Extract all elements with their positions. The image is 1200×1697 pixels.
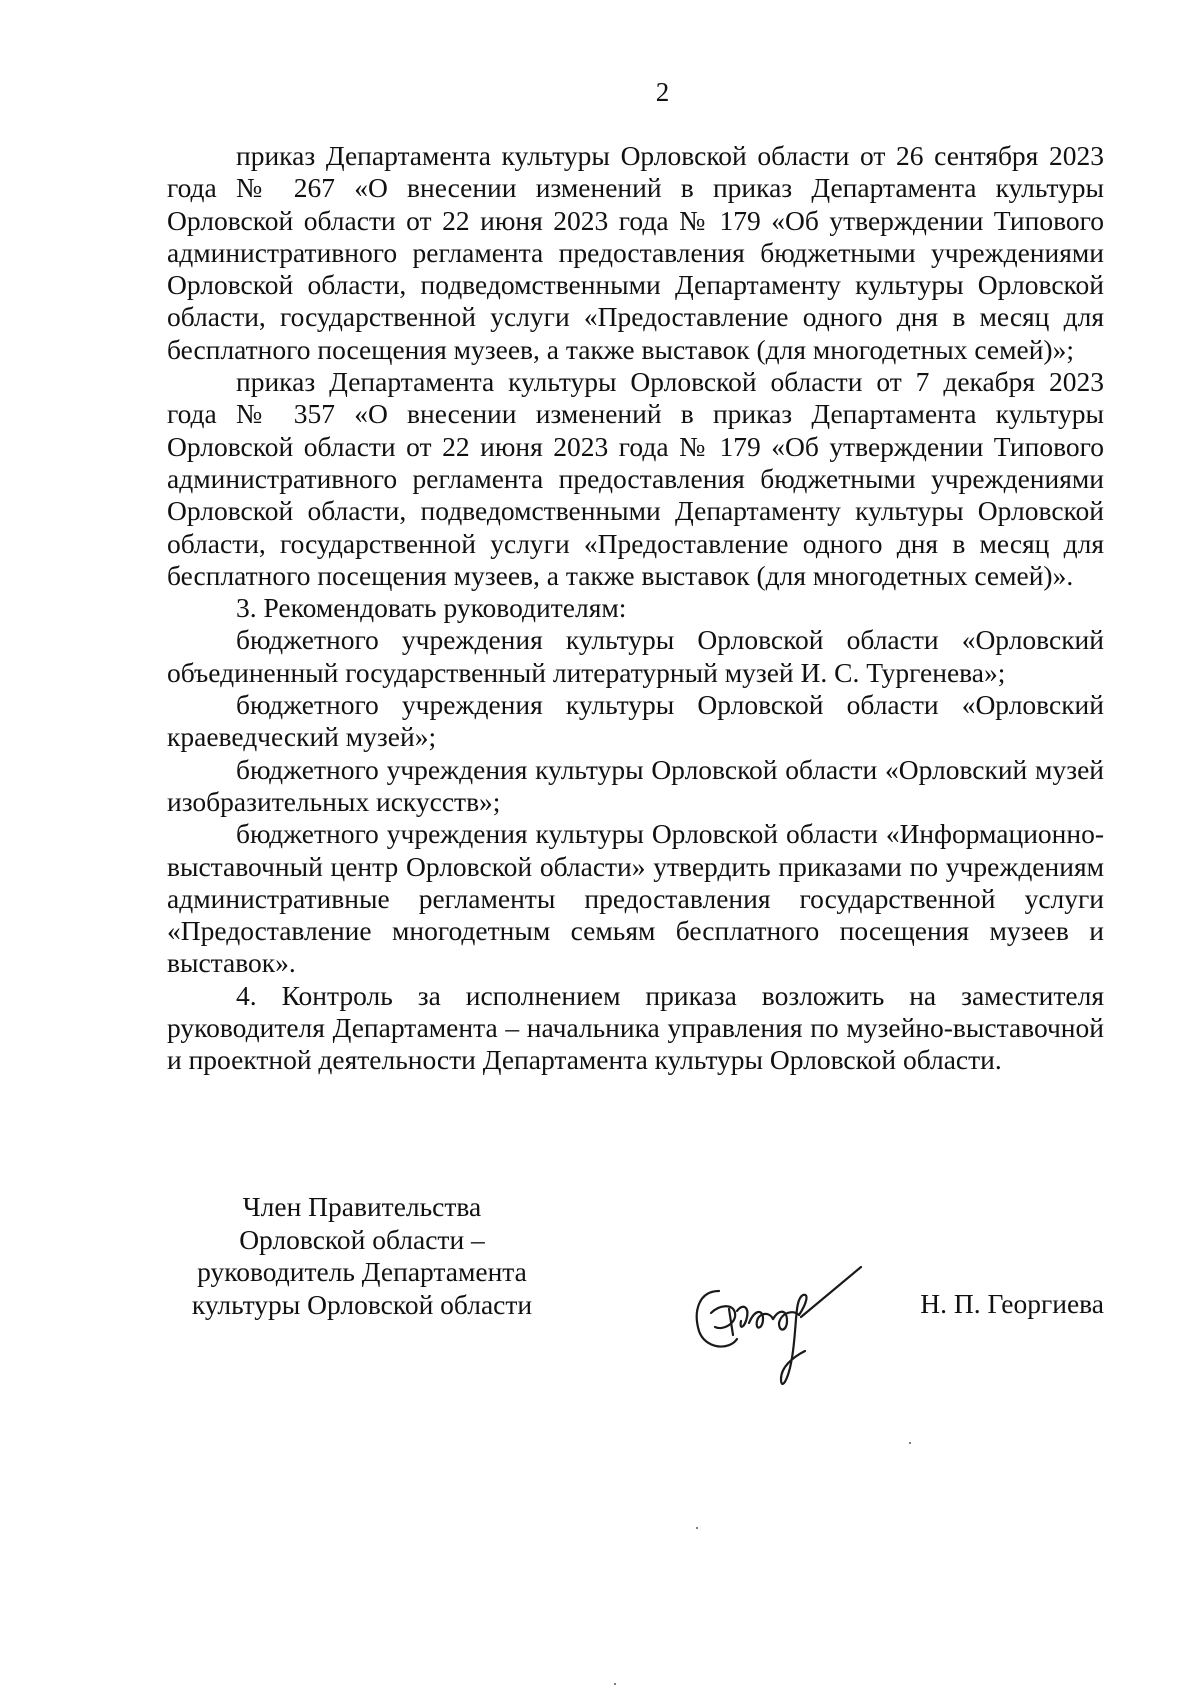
scan-speck bbox=[614, 1683, 616, 1685]
signer-title-line: руководитель Департамента bbox=[197, 1256, 527, 1287]
document-body bbox=[167, 140, 1104, 1077]
paragraph-item-3: 3. Рекомендовать руководителям: bbox=[236, 592, 627, 624]
scan-speck bbox=[909, 1442, 911, 1444]
paragraph-local-history-museum: бюджетного учреждения культуры Орловской области «Орловский краеведческий музей»; bbox=[167, 689, 1104, 753]
paragraph-turgenev-museum: бюджетного учреждения культуры Орловской области «Орловский объединенный государственный литературный музей И. С. Тургенева»; bbox=[167, 624, 1104, 688]
signer-title-line: Член Правительства bbox=[242, 1191, 482, 1222]
paragraph-order-357: приказ Департамента культуры Орловской области от 7 декабря 2023 года № 357 «О внесении изменений в приказ Департамента культуры Орловской области от 22 июня 2023 года № 179 «Об утверждении Типового административного регламента предоставления бюджетными учреждениями Орловской области, подведомственными Департаменту культуры Орловской области, государственной услуги «Предоставление одного дня в месяц для бесплатного посещения музеев, а также выставок (для многодетных семей)». bbox=[167, 366, 1104, 591]
scan-speck bbox=[696, 1527, 698, 1529]
handwritten-signature bbox=[689, 1251, 869, 1401]
paragraph-fine-arts-museum: бюджетного учреждения культуры Орловской области «Орловский музей изобразительных искусств»; bbox=[167, 753, 1104, 817]
signer-title bbox=[167, 1191, 557, 1321]
paragraph-order-267: приказ Департамента культуры Орловской области от 26 сентября 2023 года № 267 «О внесении изменений в приказ Департамента культуры Орловской области от 22 июня 2023 года № 179 «Об утверждении Типового административного регламента предоставления бюджетными учреждениями Орловской области, подведомственными Департаменту культуры Орловской области, государственной услуги «Предоставление одного дня в месяц для бесплатного посещения музеев, а также выставок (для многодетных семей)»; bbox=[167, 140, 1104, 365]
paragraph-exhibition-center: бюджетного учреждения культуры Орловской области «Информационно-выставочный центр Орловской области» утвердить приказами по учреждениям административные регламенты предоставления государственной услуги «Предоставление многодетным семьям бесплатного посещения музеев и выставок». bbox=[167, 818, 1104, 979]
signer-title-line: Орловской области – bbox=[239, 1223, 485, 1255]
signature-block bbox=[167, 1191, 1104, 1411]
page-number: 2 bbox=[655, 77, 670, 107]
paragraph-item-4: 4. Контроль за исполнением приказа возложить на заместителя руководителя Департамента – начальника управления по музейно-выставочной и проектной деятельности Департамента культуры Орловской области. bbox=[167, 979, 1104, 1076]
signer-title-line: культуры Орловской области bbox=[191, 1288, 533, 1320]
signer-name: Н. П. Георгиева bbox=[920, 1288, 1104, 1319]
